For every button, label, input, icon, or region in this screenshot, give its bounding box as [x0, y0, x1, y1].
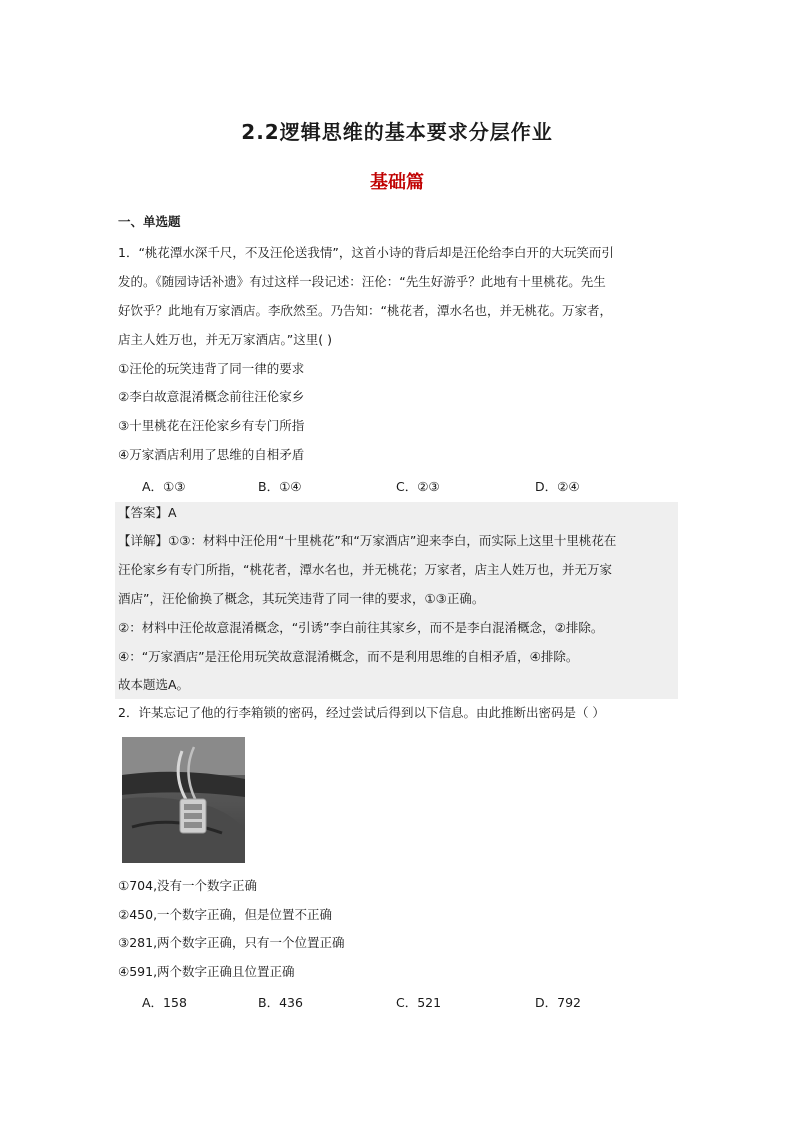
- q1-stem-line: 1．“桃花潭水深千尺，不及汪伦送我情”，这首小诗的背后却是汪伦给李白开的大玩笑而引: [118, 245, 614, 260]
- q2-clue: ②450,一个数字正确，但是位置不正确: [118, 907, 333, 922]
- q1-explanation-line: ④：“万家酒店”是汪伦用玩笑故意混淆概念，而不是利用思维的自相矛盾，④排除。: [118, 649, 579, 664]
- q2-clue: ④591,两个数字正确且位置正确: [118, 964, 295, 979]
- q1-statement: ①汪伦的玩笑违背了同一律的要求: [118, 361, 305, 376]
- section-heading: 一、单选题: [118, 214, 181, 229]
- q1-option-a: A．①③: [142, 479, 186, 494]
- q1-statement: ③十里桃花在汪伦家乡有专门所指: [118, 418, 305, 433]
- q1-explanation-line: 酒店”，汪伦偷换了概念，其玩笑违背了同一律的要求，①③正确。: [118, 591, 485, 606]
- q1-stem-line: 店主人姓万也，并无万家酒店。”这里( ): [118, 332, 332, 347]
- q2-stem: 2．许某忘记了他的行李箱锁的密码，经过尝试后得到以下信息。由此推断出密码是（ ）: [118, 705, 605, 720]
- q1-options: [142, 477, 682, 493]
- q1-explanation-line: 【详解】①③：材料中汪伦用“十里桃花”和“万家酒店”迎来李白，而实际上这里十里桃花在: [118, 533, 617, 548]
- q1-option-b: B．①④: [258, 479, 302, 494]
- q1-explanation-line: 汪伦家乡有专门所指，“桃花者，潭水名也，并无桃花；万家者，店主人姓万也，并无万家: [118, 562, 612, 577]
- luggage-lock-photo: [122, 737, 245, 863]
- q1-stem-line: 好饮乎？此地有万家酒店。李欣然至。乃告知：“桃花者，潭水名也，并无桃花。万家者，: [118, 303, 612, 318]
- q1-conclusion: 故本题选A。: [118, 677, 190, 692]
- q2-option-c: C．521: [396, 995, 442, 1010]
- q1-option-c: C．②③: [396, 479, 440, 494]
- q1-explanation-line: ②：材料中汪伦故意混淆概念，“引诱”李白前往其家乡，而不是李白混淆概念，②排除。: [118, 620, 604, 635]
- q1-statement: ②李白故意混淆概念前往汪伦家乡: [118, 389, 305, 404]
- q2-option-d: D．792: [535, 995, 581, 1010]
- q1-statement: ④万家酒店利用了思维的自相矛盾: [118, 447, 305, 462]
- q2-clue: ①704,没有一个数字正确: [118, 878, 258, 893]
- q1-answer: 【答案】A: [118, 505, 177, 520]
- q2-option-a: A．158: [142, 995, 187, 1010]
- document-subtitle: 基础篇: [370, 172, 424, 193]
- document-title: 2.2逻辑思维的基本要求分层作业: [241, 120, 553, 144]
- q2-option-b: B．436: [258, 995, 303, 1010]
- q2-clue: ③281,两个数字正确，只有一个位置正确: [118, 935, 345, 950]
- q1-stem-line: 发的。《随园诗话补遗》有过这样一段记述：汪伦：“先生好游乎？此地有十里桃花。先生: [118, 274, 606, 289]
- q2-options: [142, 993, 682, 1009]
- q1-option-d: D．②④: [535, 479, 580, 494]
